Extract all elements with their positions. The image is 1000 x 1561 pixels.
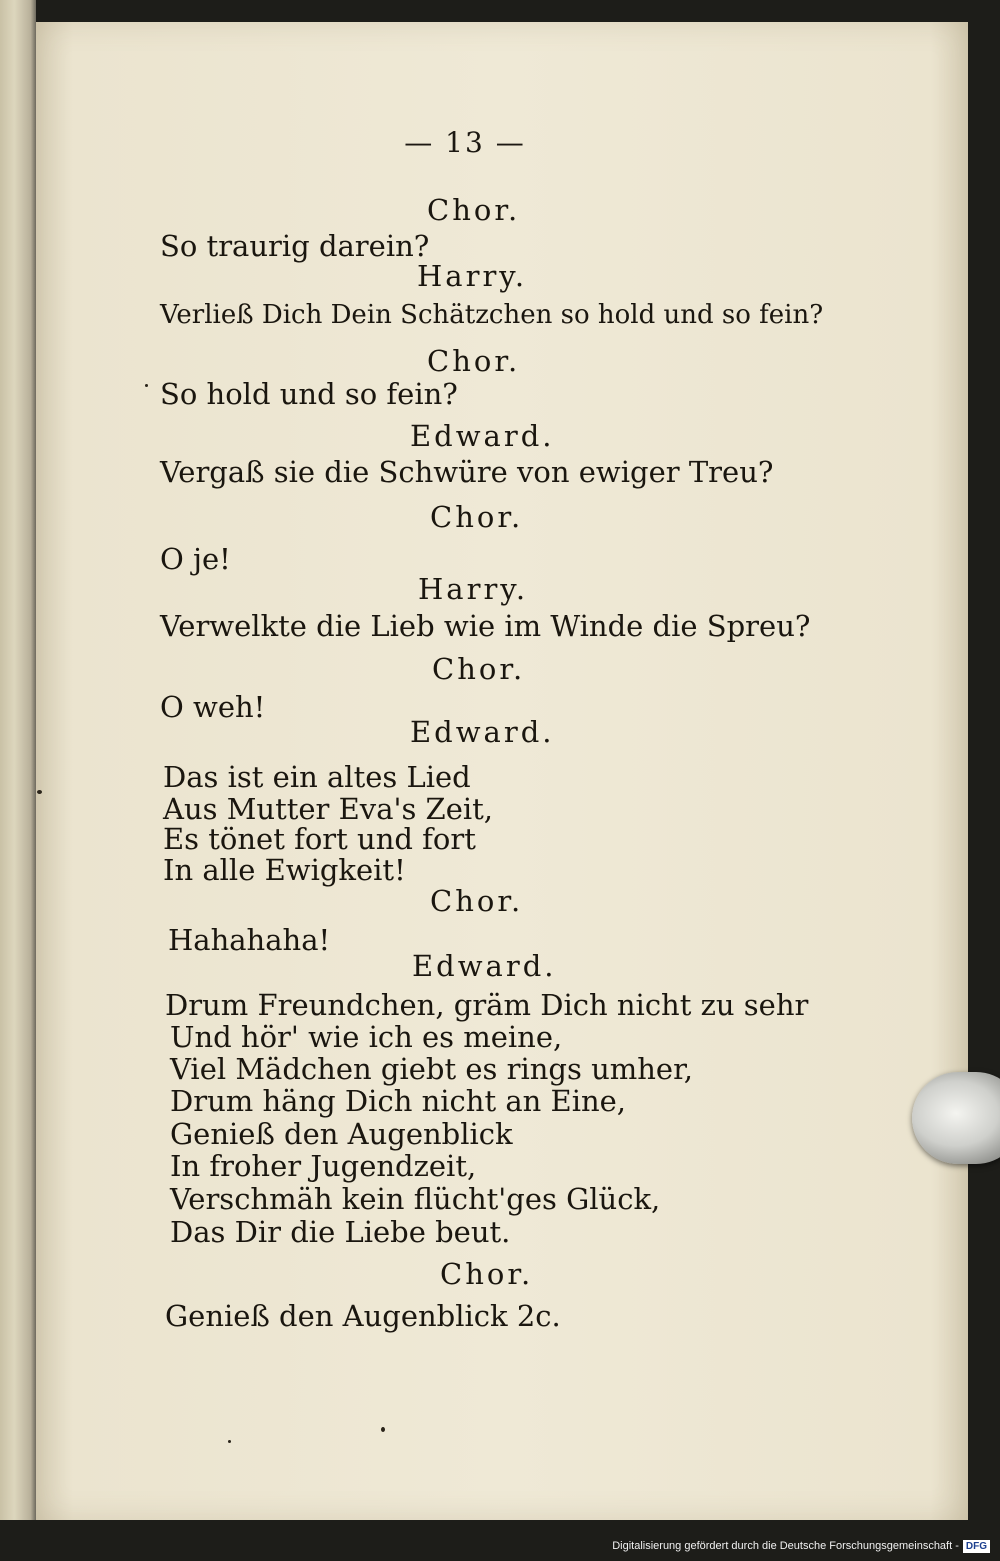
speaker-label: Edward. xyxy=(412,949,557,983)
verse-line: In alle Ewigkeit! xyxy=(163,853,406,887)
speaker-label: Chor. xyxy=(432,652,526,686)
verse-line: So hold und so fein? xyxy=(160,377,458,411)
verse-line: Und hör' wie ich es meine, xyxy=(170,1020,563,1054)
verse-line: Aus Mutter Eva's Zeit, xyxy=(163,792,494,826)
verse-line: Verließ Dich Dein Schätzchen so hold und so fein? xyxy=(160,300,824,330)
paper-speck xyxy=(37,790,42,794)
dfg-logo: DFG xyxy=(963,1540,990,1553)
credit-text: Digitalisierung gefördert durch die Deutsche Forschungsgemeinschaft - xyxy=(612,1540,959,1552)
speaker-label: Harry. xyxy=(417,259,528,293)
verse-line: Genieß den Augenblick xyxy=(170,1117,513,1151)
verse-line: Verschmäh kein flücht'ges Glück, xyxy=(170,1182,661,1216)
verse-line: Das Dir die Liebe beut. xyxy=(170,1215,511,1249)
verse-line: Drum Freundchen, gräm Dich nicht zu sehr xyxy=(165,988,809,1022)
digitization-credit xyxy=(612,1535,990,1557)
speaker-label: Edward. xyxy=(410,715,555,749)
verse-line: Hahahaha! xyxy=(168,923,331,957)
speaker-label: Chor. xyxy=(430,884,524,918)
page-tab-marker xyxy=(912,1072,1000,1164)
verse-line: Viel Mädchen giebt es rings umher, xyxy=(170,1052,693,1086)
left-page-edge xyxy=(0,0,36,1520)
verse-line: Das ist ein altes Lied xyxy=(163,760,471,794)
speaker-label: Chor. xyxy=(427,344,521,378)
verse-line: So traurig darein? xyxy=(160,229,430,263)
verse-line: In froher Jugendzeit, xyxy=(170,1149,477,1183)
verse-line: Es tönet fort und fort xyxy=(163,822,476,856)
verse-line: Verwelkte die Lieb wie im Winde die Spreu? xyxy=(160,609,811,643)
page-number: — 13 — xyxy=(404,126,526,159)
speaker-label: Chor. xyxy=(427,193,521,227)
verse-line: Drum häng Dich nicht an Eine, xyxy=(170,1084,627,1118)
paper-speck xyxy=(145,384,148,387)
speaker-label: Edward. xyxy=(410,419,555,453)
verse-line: Vergaß sie die Schwüre von ewiger Treu? xyxy=(160,455,774,489)
verse-line: O weh! xyxy=(160,690,266,724)
verse-line: O je! xyxy=(160,542,231,576)
verse-line: Genieß den Augenblick 2c. xyxy=(165,1299,561,1333)
speaker-label: Chor. xyxy=(430,500,524,534)
paper-speck xyxy=(381,1427,385,1432)
speaker-label: Harry. xyxy=(418,572,529,606)
paper-speck xyxy=(228,1440,231,1443)
speaker-label: Chor. xyxy=(440,1257,534,1291)
